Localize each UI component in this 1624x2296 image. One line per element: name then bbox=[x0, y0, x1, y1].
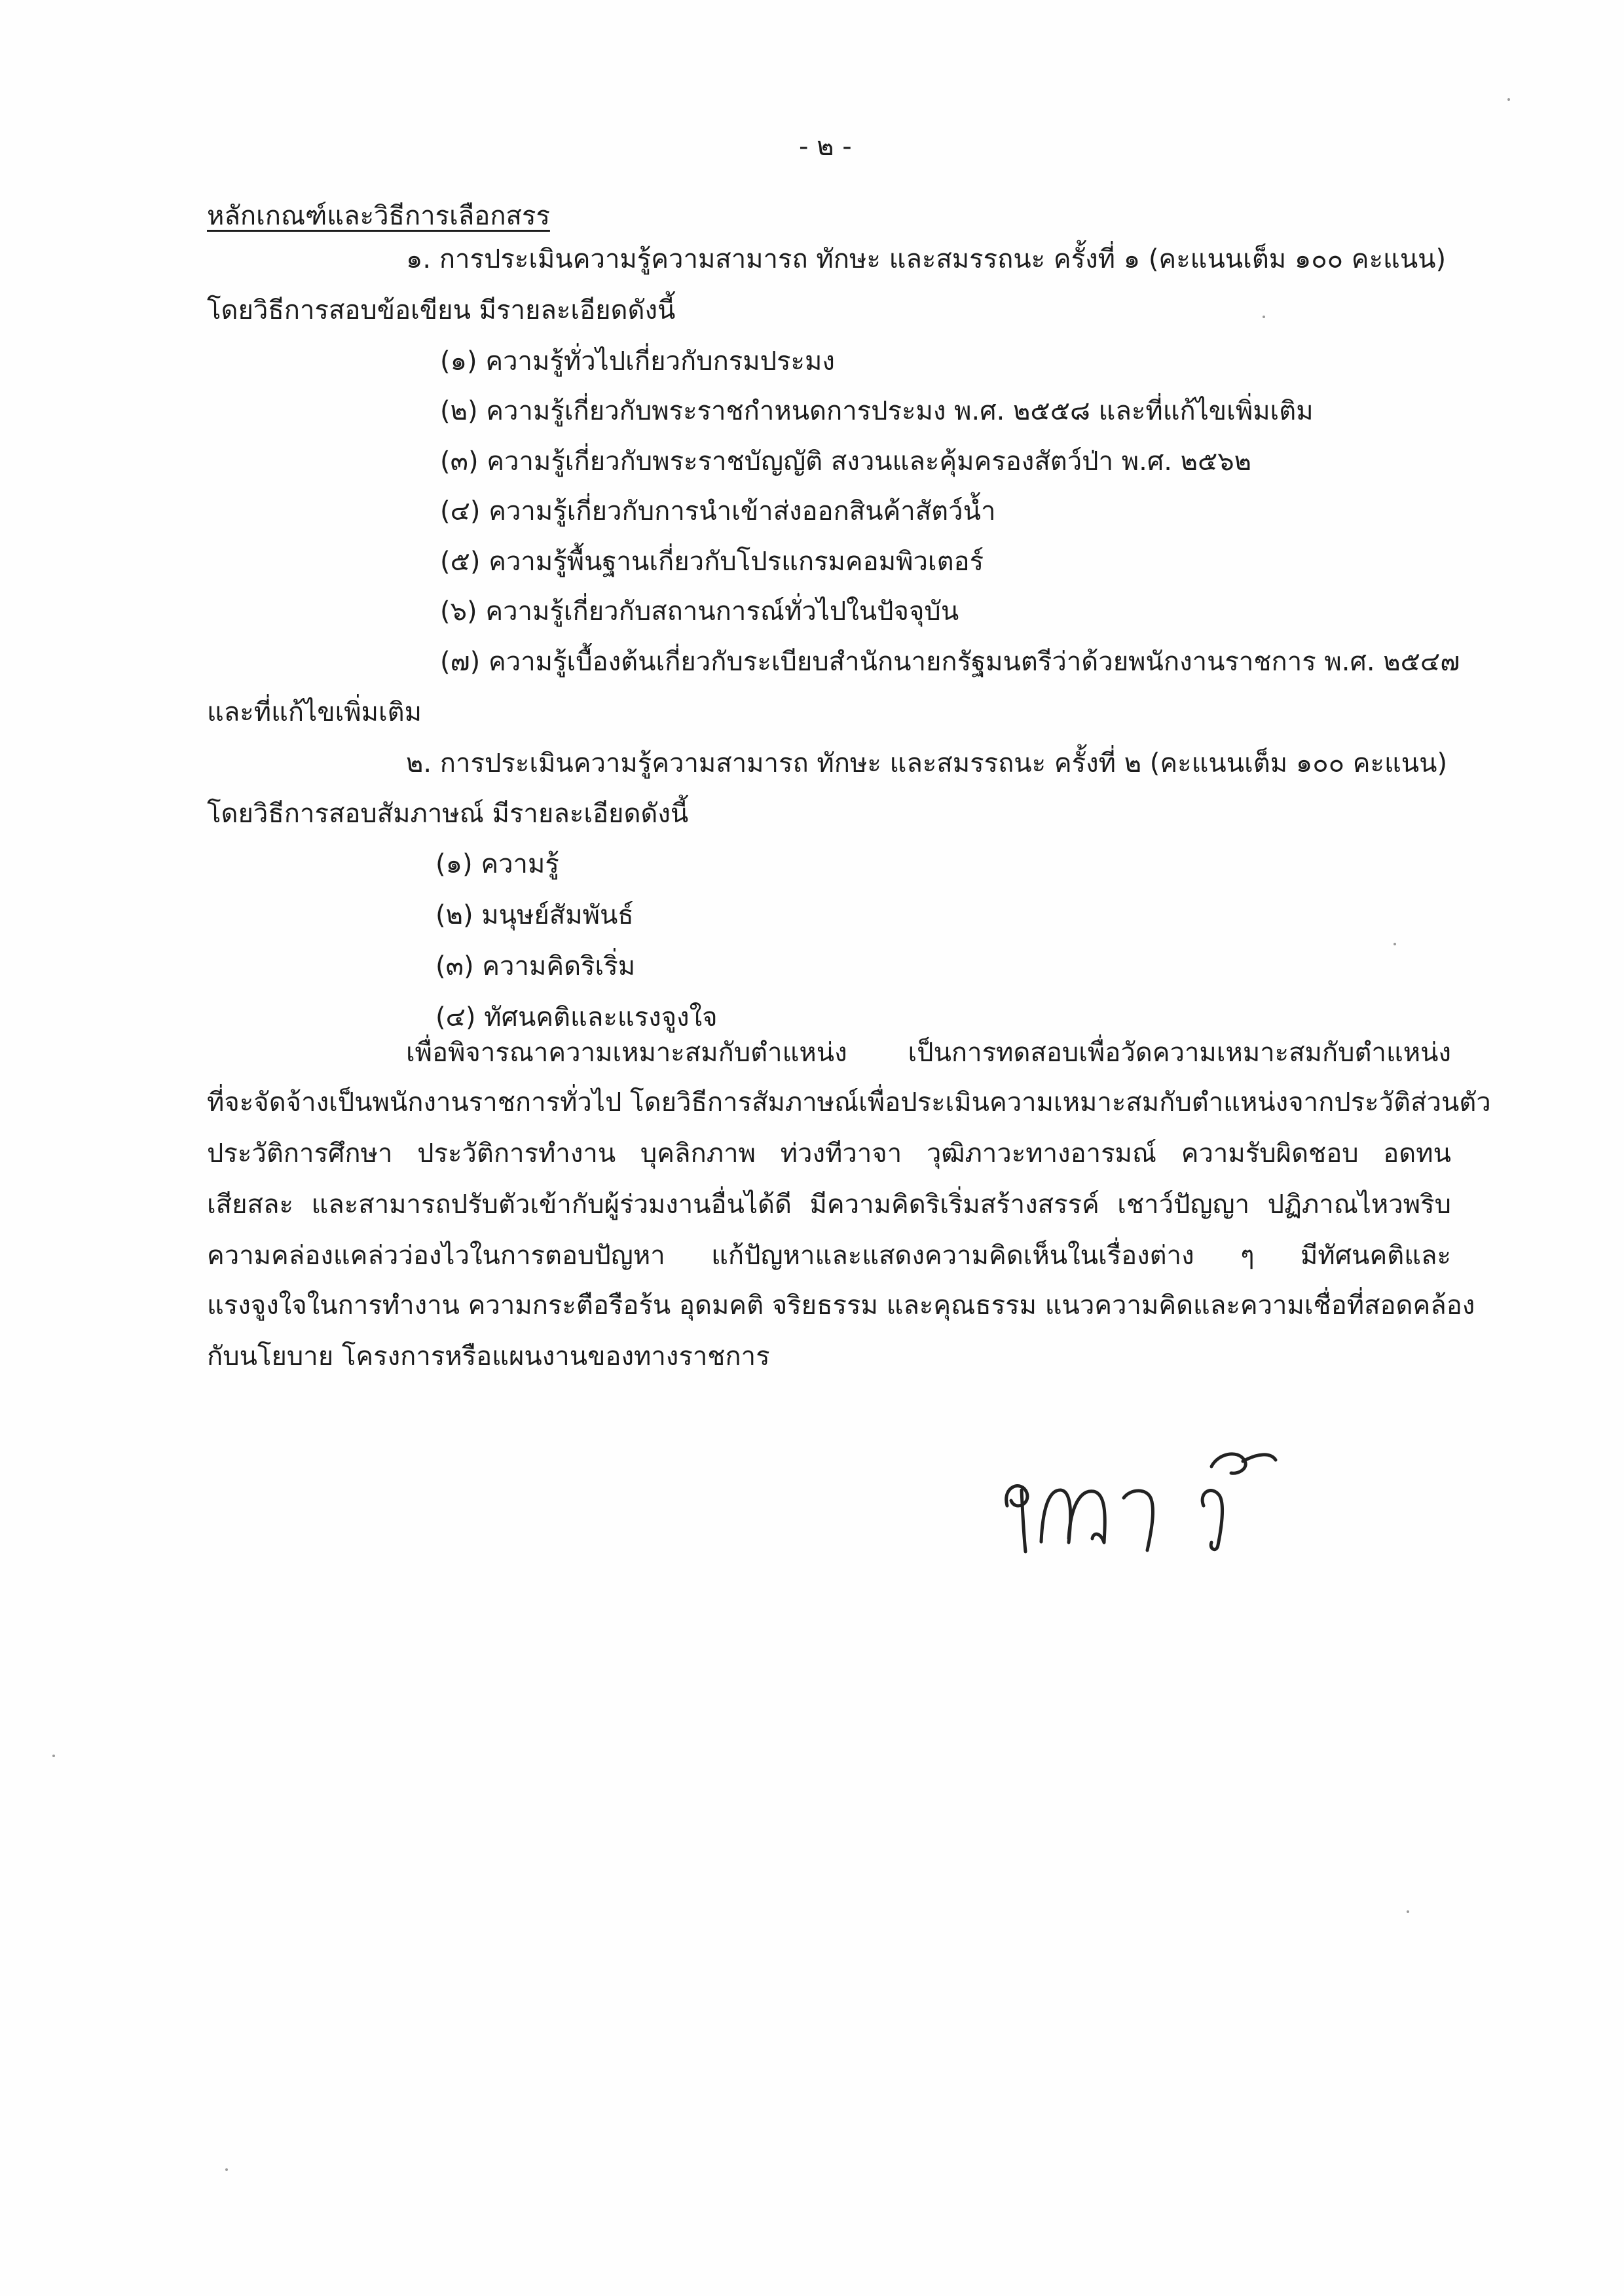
part1-item-7: (๗) ความรู้เบื้องต้นเกี่ยวกับระเบียบสำนักนายกรัฐมนตรีว่าด้วยพนักงานราชการ พ.ศ. ๒๕๔๗ bbox=[440, 647, 1460, 677]
part2-item-1: (๑) ความรู้ bbox=[435, 849, 559, 879]
page-number: - ๒ - bbox=[799, 132, 852, 162]
part2-intro: ๒. การประเมินความรู้ความสามารถ ทักษะ และสมรรถนะ ครั้งที่ ๒ (คะแนนเต็ม ๑๐๐ คะแนน) bbox=[406, 748, 1448, 778]
part2-item-2: (๒) มนุษย์สัมพันธ์ bbox=[435, 900, 634, 930]
section-heading: หลักเกณฑ์และวิธีการเลือกสรร bbox=[207, 201, 550, 231]
assessment-paragraph-line-5: ความคล่องแคล่วว่องไวในการตอบปัญหา แก้ปัญหาและแสดงความคิดเห็นในเรื่องต่าง ๆ มีทัศนคติและ bbox=[207, 1241, 1451, 1271]
part2-item-4: (๔) ทัศนคติและแรงจูงใจ bbox=[435, 1002, 718, 1032]
part1-item-2: (๒) ความรู้เกี่ยวกับพระราชกำหนดการประมง พ.ศ. ๒๕๕๘ และที่แก้ไขเพิ่มเติม bbox=[440, 396, 1314, 426]
scan-speck bbox=[1507, 98, 1510, 101]
part1-item-4: (๔) ความรู้เกี่ยวกับการนำเข้าส่งออกสินค้าสัตว์น้ำ bbox=[440, 496, 996, 526]
part2-intro-continued: โดยวิธีการสอบสัมภาษณ์ มีรายละเอียดดังนี้ bbox=[207, 799, 689, 829]
assessment-paragraph-line-2: ที่จะจัดจ้างเป็นพนักงานราชการทั่วไป โดยวิธีการสัมภาษณ์เพื่อประเมินความเหมาะสมกับตำแหน่งจากประวัติส่วนตัว bbox=[207, 1087, 1491, 1118]
part1-item-1: (๑) ความรู้ทั่วไปเกี่ยวกับกรมประมง bbox=[440, 346, 835, 376]
scan-speck bbox=[1263, 316, 1265, 318]
part1-item-6: (๖) ความรู้เกี่ยวกับสถานการณ์ทั่วไปในปัจจุบัน bbox=[440, 596, 959, 627]
part1-intro: ๑. การประเมินความรู้ความสามารถ ทักษะ และสมรรถนะ ครั้งที่ ๑ (คะแนนเต็ม ๑๐๐ คะแนน) bbox=[406, 244, 1447, 274]
scan-speck bbox=[225, 2168, 228, 2171]
assessment-paragraph-line-1: เพื่อพิจารณาความเหมาะสมกับตำแหน่ง เป็นการทดสอบเพื่อวัดความเหมาะสมกับตำแหน่ง bbox=[406, 1038, 1451, 1068]
part1-item-7-continued: และที่แก้ไขเพิ่มเติม bbox=[207, 697, 422, 727]
scan-speck bbox=[1407, 1910, 1409, 1913]
assessment-paragraph-line-7: กับนโยบาย โครงการหรือแผนงานของทางราชการ bbox=[207, 1341, 770, 1372]
handwritten-signature-icon bbox=[995, 1427, 1283, 1558]
assessment-paragraph-line-6: แรงจูงใจในการทำงาน ความกระตือรือร้น อุดมคติ จริยธรรม และคุณธรรม แนวความคิดและความเชื่อที่สอดคล้อง bbox=[207, 1290, 1475, 1321]
scan-speck bbox=[1393, 943, 1396, 945]
part1-intro-continued: โดยวิธีการสอบข้อเขียน มีรายละเอียดดังนี้ bbox=[207, 295, 676, 325]
assessment-paragraph-line-3: ประวัติการศึกษา ประวัติการทำงาน บุคลิกภาพ ท่วงทีวาจา วุฒิภาวะทางอารมณ์ ความรับผิดชอบ อดทน bbox=[207, 1139, 1451, 1169]
part2-item-3: (๓) ความคิดริเริ่ม bbox=[435, 951, 636, 981]
part1-item-3: (๓) ความรู้เกี่ยวกับพระราชบัญญัติ สงวนและคุ้มครองสัตว์ป่า พ.ศ. ๒๕๖๒ bbox=[440, 446, 1252, 477]
scan-speck bbox=[52, 1755, 55, 1757]
assessment-paragraph-line-4: เสียสละ และสามารถปรับตัวเข้ากับผู้ร่วมงานอื่นได้ดี มีความคิดริเริ่มสร้างสรรค์ เชาว์ปัญญา ปฏิภาณไหวพริบ bbox=[207, 1190, 1451, 1220]
part1-item-5: (๕) ความรู้พื้นฐานเกี่ยวกับโปรแกรมคอมพิวเตอร์ bbox=[440, 547, 984, 577]
